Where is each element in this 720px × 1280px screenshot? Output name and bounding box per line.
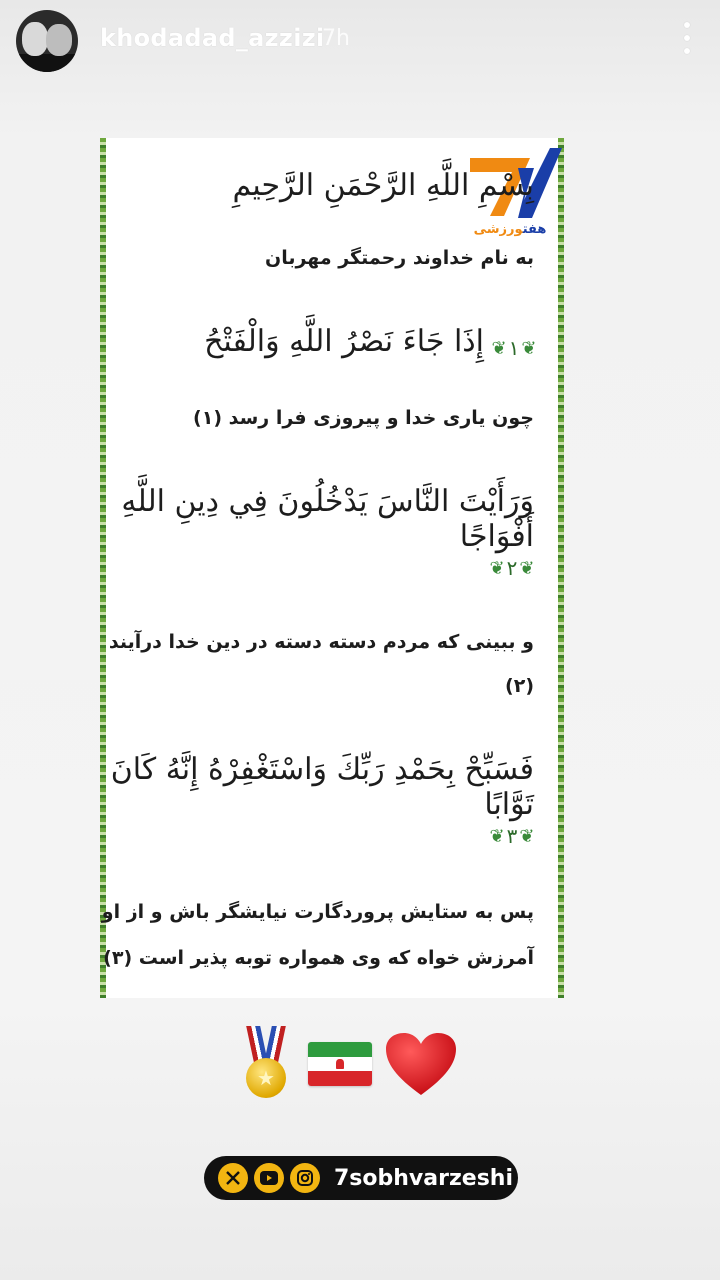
username[interactable]: khodadad_azzizi: [100, 24, 325, 52]
social-handle: 7sobhvarzeshi: [334, 1165, 513, 1191]
social-handle-sticker[interactable]: [204, 1156, 518, 1200]
verse-number-3: ❦ ٣ ❦: [488, 818, 536, 854]
verse-3: فَسَبِّحْ بِحَمْدِ رَبِّكَ وَاسْتَغْفِرْهُ إِنَّهُ كَانَ تَوَّابًا: [110, 752, 534, 822]
story-header: [0, 0, 720, 80]
emoji-sticker-row: [238, 1024, 458, 1104]
decorative-border-right: [558, 138, 564, 998]
x-icon: [218, 1163, 248, 1193]
verse-1-translation: چون یاری خدا و پیروزی فرا رسد (۱): [193, 407, 534, 429]
verse-number-1: ❦ ١ ❦: [490, 330, 538, 366]
iran-flag-icon: [308, 1042, 372, 1086]
more-options-icon[interactable]: [682, 22, 692, 54]
medal-icon: ★: [238, 1026, 294, 1102]
quran-card: [100, 138, 564, 998]
verse-2: وَرَأَيْتَ النَّاسَ يَدْخُلُونَ فِي دِينِ اللَّهِ أَفْوَاجًا: [121, 484, 534, 554]
verse-3-translation-line-1: پس به ستایش پروردگارت نیایشگر باش و از او: [101, 901, 534, 923]
youtube-icon: [254, 1163, 284, 1193]
brand-logo-text: هفتورزشی: [473, 222, 547, 237]
instagram-icon: [290, 1163, 320, 1193]
verse-2-translation-line-2: (۲): [505, 675, 534, 697]
verse-number-2: ❦ ٢ ❦: [488, 550, 536, 586]
avatar[interactable]: [16, 10, 78, 72]
verse-2-translation-line-1: و ببینی که مردم دسته دسته در دین خدا درآیند: [108, 631, 534, 653]
verse-1: إِذَا جَاءَ نَصْرُ اللَّهِ وَالْفَتْحُ: [204, 324, 484, 359]
post-time: 7h: [322, 26, 350, 51]
verse-3-translation-line-2: آمرزش خواه که وی همواره توبه پذیر است (۳): [103, 947, 534, 969]
bismillah-translation: به نام خداوند رحمتگر مهربان: [264, 247, 534, 269]
bismillah: بِسْمِ اللَّهِ الرَّحْمَنِ الرَّحِيمِ: [232, 168, 534, 203]
red-heart-icon: [384, 1031, 458, 1097]
decorative-border-left: [100, 138, 106, 998]
